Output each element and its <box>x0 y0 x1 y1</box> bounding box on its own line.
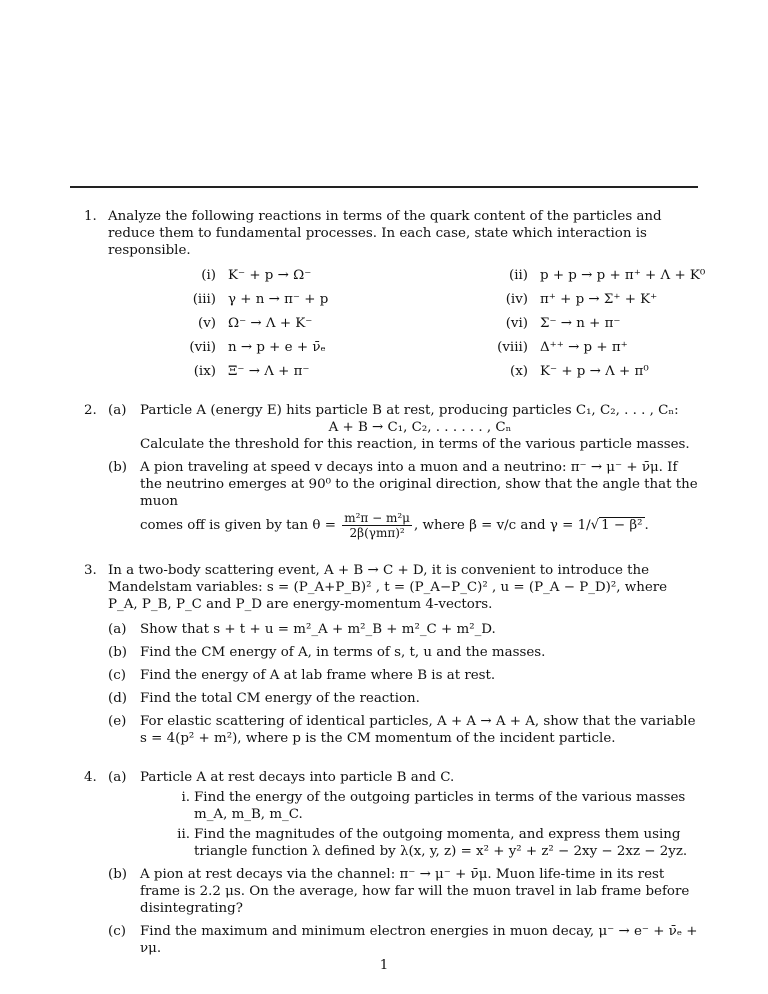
subquestion-text: Find the CM energy of A, in terms of s, t, u and the masses. <box>140 645 546 660</box>
subsubquestion-label: i. <box>181 790 190 805</box>
question-3 <box>84 562 700 747</box>
reaction-label: (x) <box>509 364 528 379</box>
subquestion <box>108 644 700 661</box>
subquestion-label: (c) <box>108 924 126 939</box>
reaction-equation: Σ⁻ → n + π⁻ <box>540 316 621 331</box>
subquestion <box>108 713 700 747</box>
subquestion-text: Show that s + t + u = m²_A + m²_B + m²_C + m²_D. <box>140 622 496 637</box>
subquestion-text: For elastic scattering of identical particles, A + A → A + A, show that the variable s = 4(p² + m²), where p is the CM momentum of the incident particle. <box>140 714 696 746</box>
question-1 <box>84 208 706 380</box>
reaction-equation: K⁻ + p → Λ + π⁰ <box>540 364 649 379</box>
reaction-label: (i) <box>201 268 216 283</box>
subquestion-b <box>108 459 700 540</box>
subquestion-text: Find the maximum and minimum electron energies in muon decay, μ⁻ → e⁻ + ν̄ₑ + νμ. <box>140 924 698 956</box>
subquestion <box>108 690 700 707</box>
problem-set <box>84 208 706 979</box>
top-rule <box>70 186 698 188</box>
reaction-label: (viii) <box>497 340 528 355</box>
subquestion-c <box>108 923 700 957</box>
subquestion-label: (b) <box>108 460 128 475</box>
reaction-equation: K⁻ + p → Ω⁻ <box>228 268 312 283</box>
question-number: 3. <box>84 563 97 578</box>
question-number: 4. <box>84 770 97 785</box>
subquestion-text: A pion traveling at speed v decays into a muon and a neutrino: π⁻ → μ⁻ + ν̄μ. If the neutrino emerges at 90⁰ to the original direction, show that the angle that the muon <box>140 460 698 509</box>
formula-end: . <box>644 518 649 533</box>
subquestion-text: Find the energy of A at lab frame where B is at rest. <box>140 668 496 683</box>
fraction-numerator: m²π − m²μ <box>344 511 410 525</box>
reaction-label: (ii) <box>508 268 528 283</box>
subquestion-label: (a) <box>108 622 127 637</box>
reaction-equation: γ + n → π⁻ + p <box>228 292 329 307</box>
subquestion-label: (a) <box>108 770 127 785</box>
subsubquestion <box>140 826 700 860</box>
reaction-equation: Ξ⁻ → Λ + π⁻ <box>228 364 310 379</box>
reaction-list <box>168 267 706 380</box>
subquestion-text: A pion at rest decays via the channel: π⁻ → μ⁻ + ν̄μ. Muon life-time in its rest frame is 2.2 μs. On the average, how far will the muon travel in lab frame before disintegrating? <box>140 867 690 916</box>
subsubquestion <box>140 789 700 823</box>
subquestion-label: (b) <box>108 867 128 882</box>
subquestion-label: (c) <box>108 668 126 683</box>
reaction-equation: Δ⁺⁺ → p + π⁺ <box>540 340 628 355</box>
subsubquestion-label: ii. <box>177 827 190 842</box>
fraction-denominator: 2β(γmπ)² <box>349 526 405 540</box>
reaction-label: (v) <box>197 316 216 331</box>
question-number: 1. <box>84 209 97 224</box>
formula-line <box>140 511 700 540</box>
reaction-equation: n → p + e + ν̄ₑ <box>228 340 326 355</box>
subquestion-label: (b) <box>108 645 128 660</box>
reaction-equation: π⁺ + p → Σ⁺ + K⁺ <box>540 292 658 307</box>
reaction-equation: A + B → C₁, C₂, . . . . . . , Cₙ <box>328 420 512 435</box>
question-text: In a two-body scattering event, A + B → C + D, it is convenient to introduce the Mandelstam variables: s = (P_A+P_B)² , t = (P_A−P_C)² , u = (P_A − P_D)², where P_A, P_B, P_C and P_D are energy-momentum 4-vectors. <box>108 563 668 612</box>
question-2 <box>84 402 700 540</box>
subquestion-b <box>108 866 700 917</box>
reaction-label: (iv) <box>505 292 528 307</box>
question-4 <box>84 769 700 957</box>
reaction-equation: p + p → p + π⁺ + Λ + K⁰ <box>540 268 706 283</box>
sqrt-argument: 1 − β² <box>601 518 643 533</box>
formula-prefix: comes off is given by tan θ = <box>140 518 336 533</box>
subquestion-text: Find the total CM energy of the reaction. <box>140 691 420 706</box>
reaction-label: (iii) <box>192 292 216 307</box>
question-text: Analyze the following reactions in terms of the quark content of the particles and reduce them to fundamental processes. In each case, state which interaction is responsible. <box>108 209 662 258</box>
formula-suffix: , where β = v/c and γ = 1/ <box>413 518 591 533</box>
reaction-equation: Ω⁻ → Λ + K⁻ <box>228 316 313 331</box>
subsubquestion-text: Find the magnitudes of the outgoing momenta, and express them using triangle function λ defined by λ(x, y, z) = x² + y² + z² − 2xy − 2xz − 2yz. <box>194 827 688 859</box>
subquestion-text: Particle A (energy E) hits particle B at rest, producing particles C₁, C₂, . . . , Cₙ: <box>140 403 679 418</box>
subquestion-label: (d) <box>108 691 128 706</box>
subquestion-a <box>108 402 700 453</box>
reaction-label: (ix) <box>193 364 216 379</box>
subsubquestion-text: Find the energy of the outgoing particles in terms of the various masses m_A, m_B, m_C. <box>194 790 686 822</box>
fraction <box>342 511 412 540</box>
sqrt-sign: √ <box>590 518 600 533</box>
question-number: 2. <box>84 403 97 418</box>
subquestion-a <box>108 769 700 860</box>
subquestion-text: Calculate the threshold for this reaction, in terms of the various particle masses. <box>140 437 690 452</box>
reaction-label: (vii) <box>189 340 216 355</box>
subquestion <box>108 621 700 638</box>
reaction-label: (vi) <box>505 316 528 331</box>
subquestion <box>108 667 700 684</box>
subquestion-text: Particle A at rest decays into particle B and C. <box>140 770 455 785</box>
subquestion-label: (e) <box>108 714 127 729</box>
page-number: 1 <box>379 958 389 973</box>
subquestion-label: (a) <box>108 403 127 418</box>
